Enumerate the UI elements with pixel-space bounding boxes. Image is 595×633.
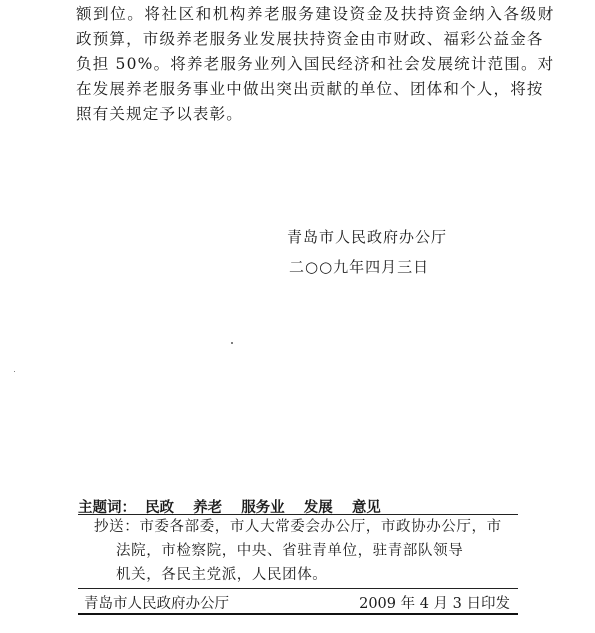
cc-line: 法院，市检察院，中央、省驻青单位，驻青部队领导	[116, 543, 464, 559]
body-line: 政预算，市级养老服务业发展扶持资金由市财政、福彩公益金各	[76, 30, 544, 48]
body-paragraph	[76, 2, 555, 127]
issuer-organization: 青岛市人民政府办公厅	[84, 596, 229, 612]
subject-keyword: 民政	[145, 500, 175, 516]
cc-line	[94, 515, 518, 539]
subject-keyword: 服务业	[241, 500, 285, 516]
divider-line	[78, 613, 518, 615]
cc-line: 机关，各民主党派，人民团体。	[116, 567, 328, 583]
cc-block	[94, 515, 518, 587]
body-line: 在发展养老服务事业中做出突出贡献的单位、团体和个人，将按	[76, 80, 544, 98]
signature-date: 二○○九年四月三日	[289, 258, 430, 276]
scan-speck	[14, 371, 15, 372]
subject-keyword: 发展	[303, 500, 333, 516]
issuer-date: 2009 年 4 月 3 日印发	[359, 596, 510, 612]
body-line: 照有关规定予以表彰。	[76, 105, 244, 123]
body-line: 负担 50%。将养老服务业列入国民经济和社会发展统计范围。对	[76, 55, 555, 73]
cc-recipients: 市委各部委，市人大常委会办公厅，市政协办公厅，市	[139, 519, 502, 535]
issuer-row	[84, 592, 510, 613]
divider-line	[78, 588, 518, 589]
signature-organization: 青岛市人民政府办公厅	[287, 228, 448, 246]
subject-label: 主题词：	[78, 500, 136, 516]
subject-keyword: 养老	[193, 500, 223, 516]
subject-keyword: 意见	[351, 500, 381, 516]
cc-label: 抄送：	[94, 519, 140, 535]
scan-speck	[231, 342, 233, 344]
body-line: 额到位。将社区和机构养老服务建设资金及扶持资金纳入各级财	[76, 5, 555, 23]
